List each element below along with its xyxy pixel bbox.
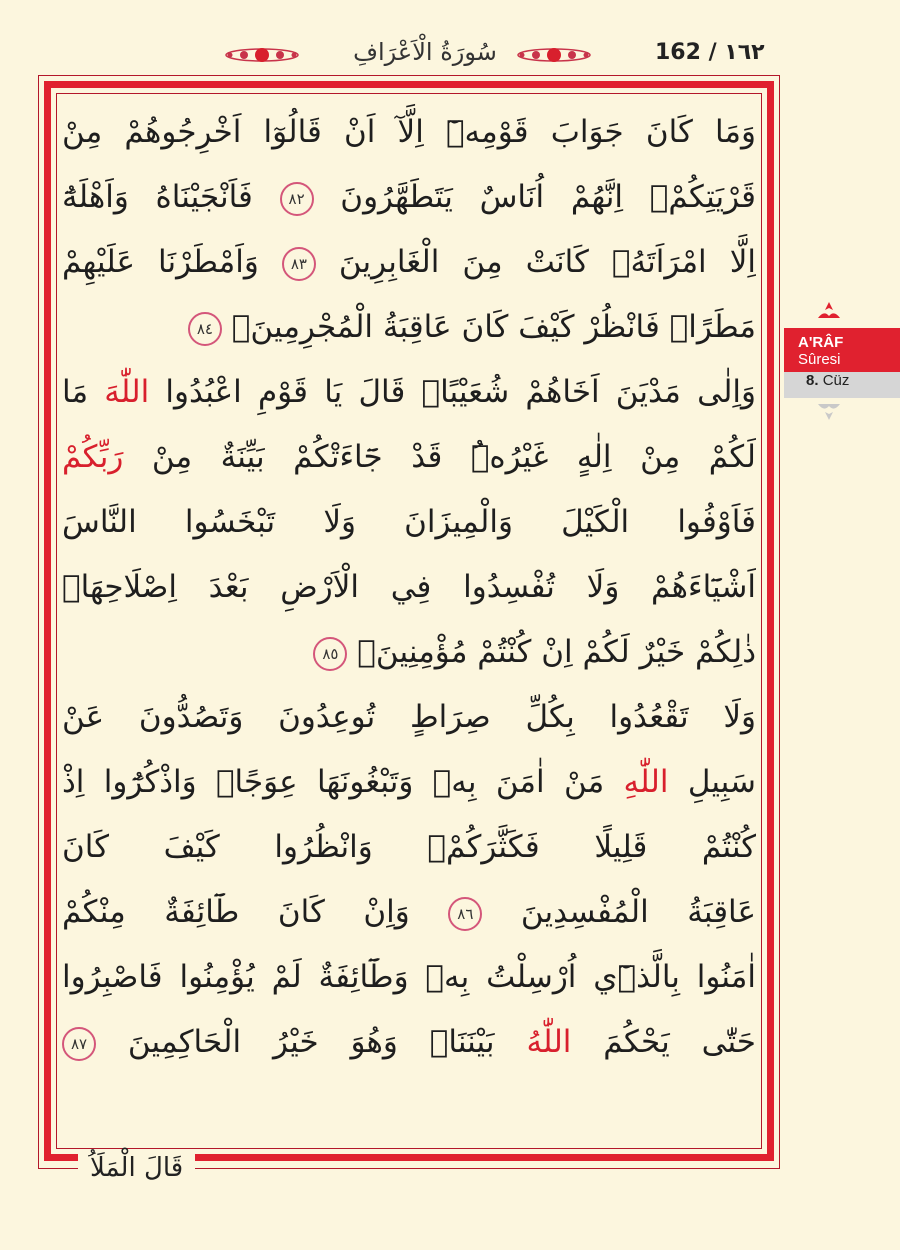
text-line: [62, 815, 756, 880]
juz-label: Cüz: [822, 372, 850, 389]
ayah-number-marker: ٨٤: [188, 312, 222, 346]
verse-text: مَطَرًاۜ فَانْظُرْ كَيْفَ كَانَ عَاقِبَةُ الْمُجْرِمِينَ۟: [221, 309, 756, 345]
verse-text: وَاِنْ كَانَ طَٓائِفَةٌ مِنْكُمْ: [62, 894, 449, 930]
text-line: [62, 555, 756, 620]
surah-tab-label: [784, 328, 900, 372]
ayah-number-marker: ٨٢: [280, 182, 314, 216]
text-line: [62, 100, 756, 165]
text-line: [62, 1010, 756, 1075]
fleur-top-icon: [814, 300, 844, 324]
text-line: [62, 880, 756, 945]
verse-text: فَاَوْفُوا الْكَيْلَ وَالْمِيزَانَ وَلَا تَبْخَسُوا النَّاسَ: [62, 504, 756, 540]
verse-text: عَاقِبَةُ الْمُفْسِدِينَ: [482, 894, 756, 930]
verse-text: مَا: [62, 374, 105, 410]
verse-text: اَشْيَٓاءَهُمْ وَلَا تُفْسِدُوا فِي الْاَرْضِ بَعْدَ اِصْلَاحِهَاۜ: [62, 569, 756, 605]
juz-number: 8.: [806, 372, 819, 389]
verse-text: قَرْيَتِكُمْۚ اِنَّهُمْ اُنَاسٌ يَتَطَهَّرُونَ: [313, 179, 756, 215]
text-line: [62, 685, 756, 750]
text-line: [62, 425, 756, 490]
surah-title: سُورَةُ الْاَعْرَافِ: [353, 38, 497, 66]
verse-text: وَلَا تَقْعُدُوا بِكُلِّ صِرَاطٍ تُوعِدُونَ وَتَصُدُّونَ عَنْ: [62, 699, 756, 735]
fleur-bottom-icon: [814, 398, 844, 422]
verse-text: وَمَا كَانَ جَوَابَ قَوْمِهٖٓ اِلَّآ اَنْ قَالُوٓا اَخْرِجُوهُمْ مِنْ: [62, 114, 756, 150]
ayah-number-marker: ٨٣: [282, 247, 316, 281]
text-line: [62, 945, 756, 1010]
verse-text: وَاِلٰى مَدْيَنَ اَخَاهُمْ شُعَيْبًاۜ قَالَ يَا قَوْمِ اعْبُدُوا: [149, 374, 756, 410]
catchword: قَالَ الْمَلَاُ: [78, 1150, 195, 1186]
tab-surah-name: A'RÂF: [798, 334, 844, 351]
surah-side-tab[interactable]: [784, 300, 900, 426]
divine-name-text: اللّٰهِ: [623, 764, 669, 800]
text-line: [62, 165, 756, 230]
ornament-right-icon: [516, 42, 592, 68]
text-line: [62, 360, 756, 425]
ayah-number-marker: ٨٧: [62, 1027, 96, 1061]
verse-text: اِلَّا امْرَاَتَهُۗ كَانَتْ مِنَ الْغَابِرِينَ: [315, 244, 756, 280]
verse-text: كُنْتُمْ قَلِيلًا فَكَثَّرَكُمْۖ وَانْظُرُوا كَيْفَ كَانَ: [62, 829, 756, 865]
verse-text: ذٰلِكُمْ خَيْرٌ لَكُمْ اِنْ كُنْتُمْ مُؤْمِنِينَۚ: [347, 634, 756, 670]
verse-text: سَبِيلِ: [668, 764, 756, 800]
page-number: 162 / ١٦٢: [655, 40, 765, 65]
verse-text: حَتّٰى يَحْكُمَ: [571, 1024, 756, 1060]
juz-tab-label: [784, 372, 900, 398]
verse-text: فَاَنْجَيْنَاهُ وَاَهْلَهُٓ: [62, 179, 280, 215]
ornament-left-icon: [224, 42, 300, 68]
verse-text: مَنْ اٰمَنَ بِهٖ وَتَبْغُونَهَا عِوَجًاۚ وَاذْكُرُٓوا اِذْ: [62, 764, 624, 800]
quran-text: [62, 100, 756, 1150]
tab-surah-label: Sûresi: [798, 351, 841, 368]
text-line: [62, 750, 756, 815]
text-line: [62, 230, 756, 295]
divine-name-text: اللّٰهَ: [104, 374, 150, 410]
verse-text: اٰمَنُوا بِالَّذٖٓي اُرْسِلْتُ بِهٖ وَطَٓائِفَةٌ لَمْ يُؤْمِنُوا فَاصْبِرُوا: [62, 959, 756, 995]
text-line: [62, 295, 756, 360]
ayah-number-marker: ٨٦: [448, 897, 482, 931]
verse-text: بَيْنَنَاۚ وَهُوَ خَيْرُ الْحَاكِمِينَ: [96, 1024, 527, 1060]
divine-name-text: رَبِّكُمْ: [62, 439, 124, 475]
verse-text: لَكُمْ مِنْ اِلٰهٍ غَيْرُهُۜ قَدْ جَٓاءَتْكُمْ بَيِّنَةٌ مِنْ: [123, 439, 756, 475]
text-line: [62, 620, 756, 685]
verse-text: وَاَمْطَرْنَا عَلَيْهِمْ: [62, 244, 282, 280]
ayah-number-marker: ٨٥: [313, 637, 347, 671]
divine-name-text: اللّٰهُ: [526, 1024, 572, 1060]
page-header: [0, 36, 900, 80]
text-line: [62, 490, 756, 555]
